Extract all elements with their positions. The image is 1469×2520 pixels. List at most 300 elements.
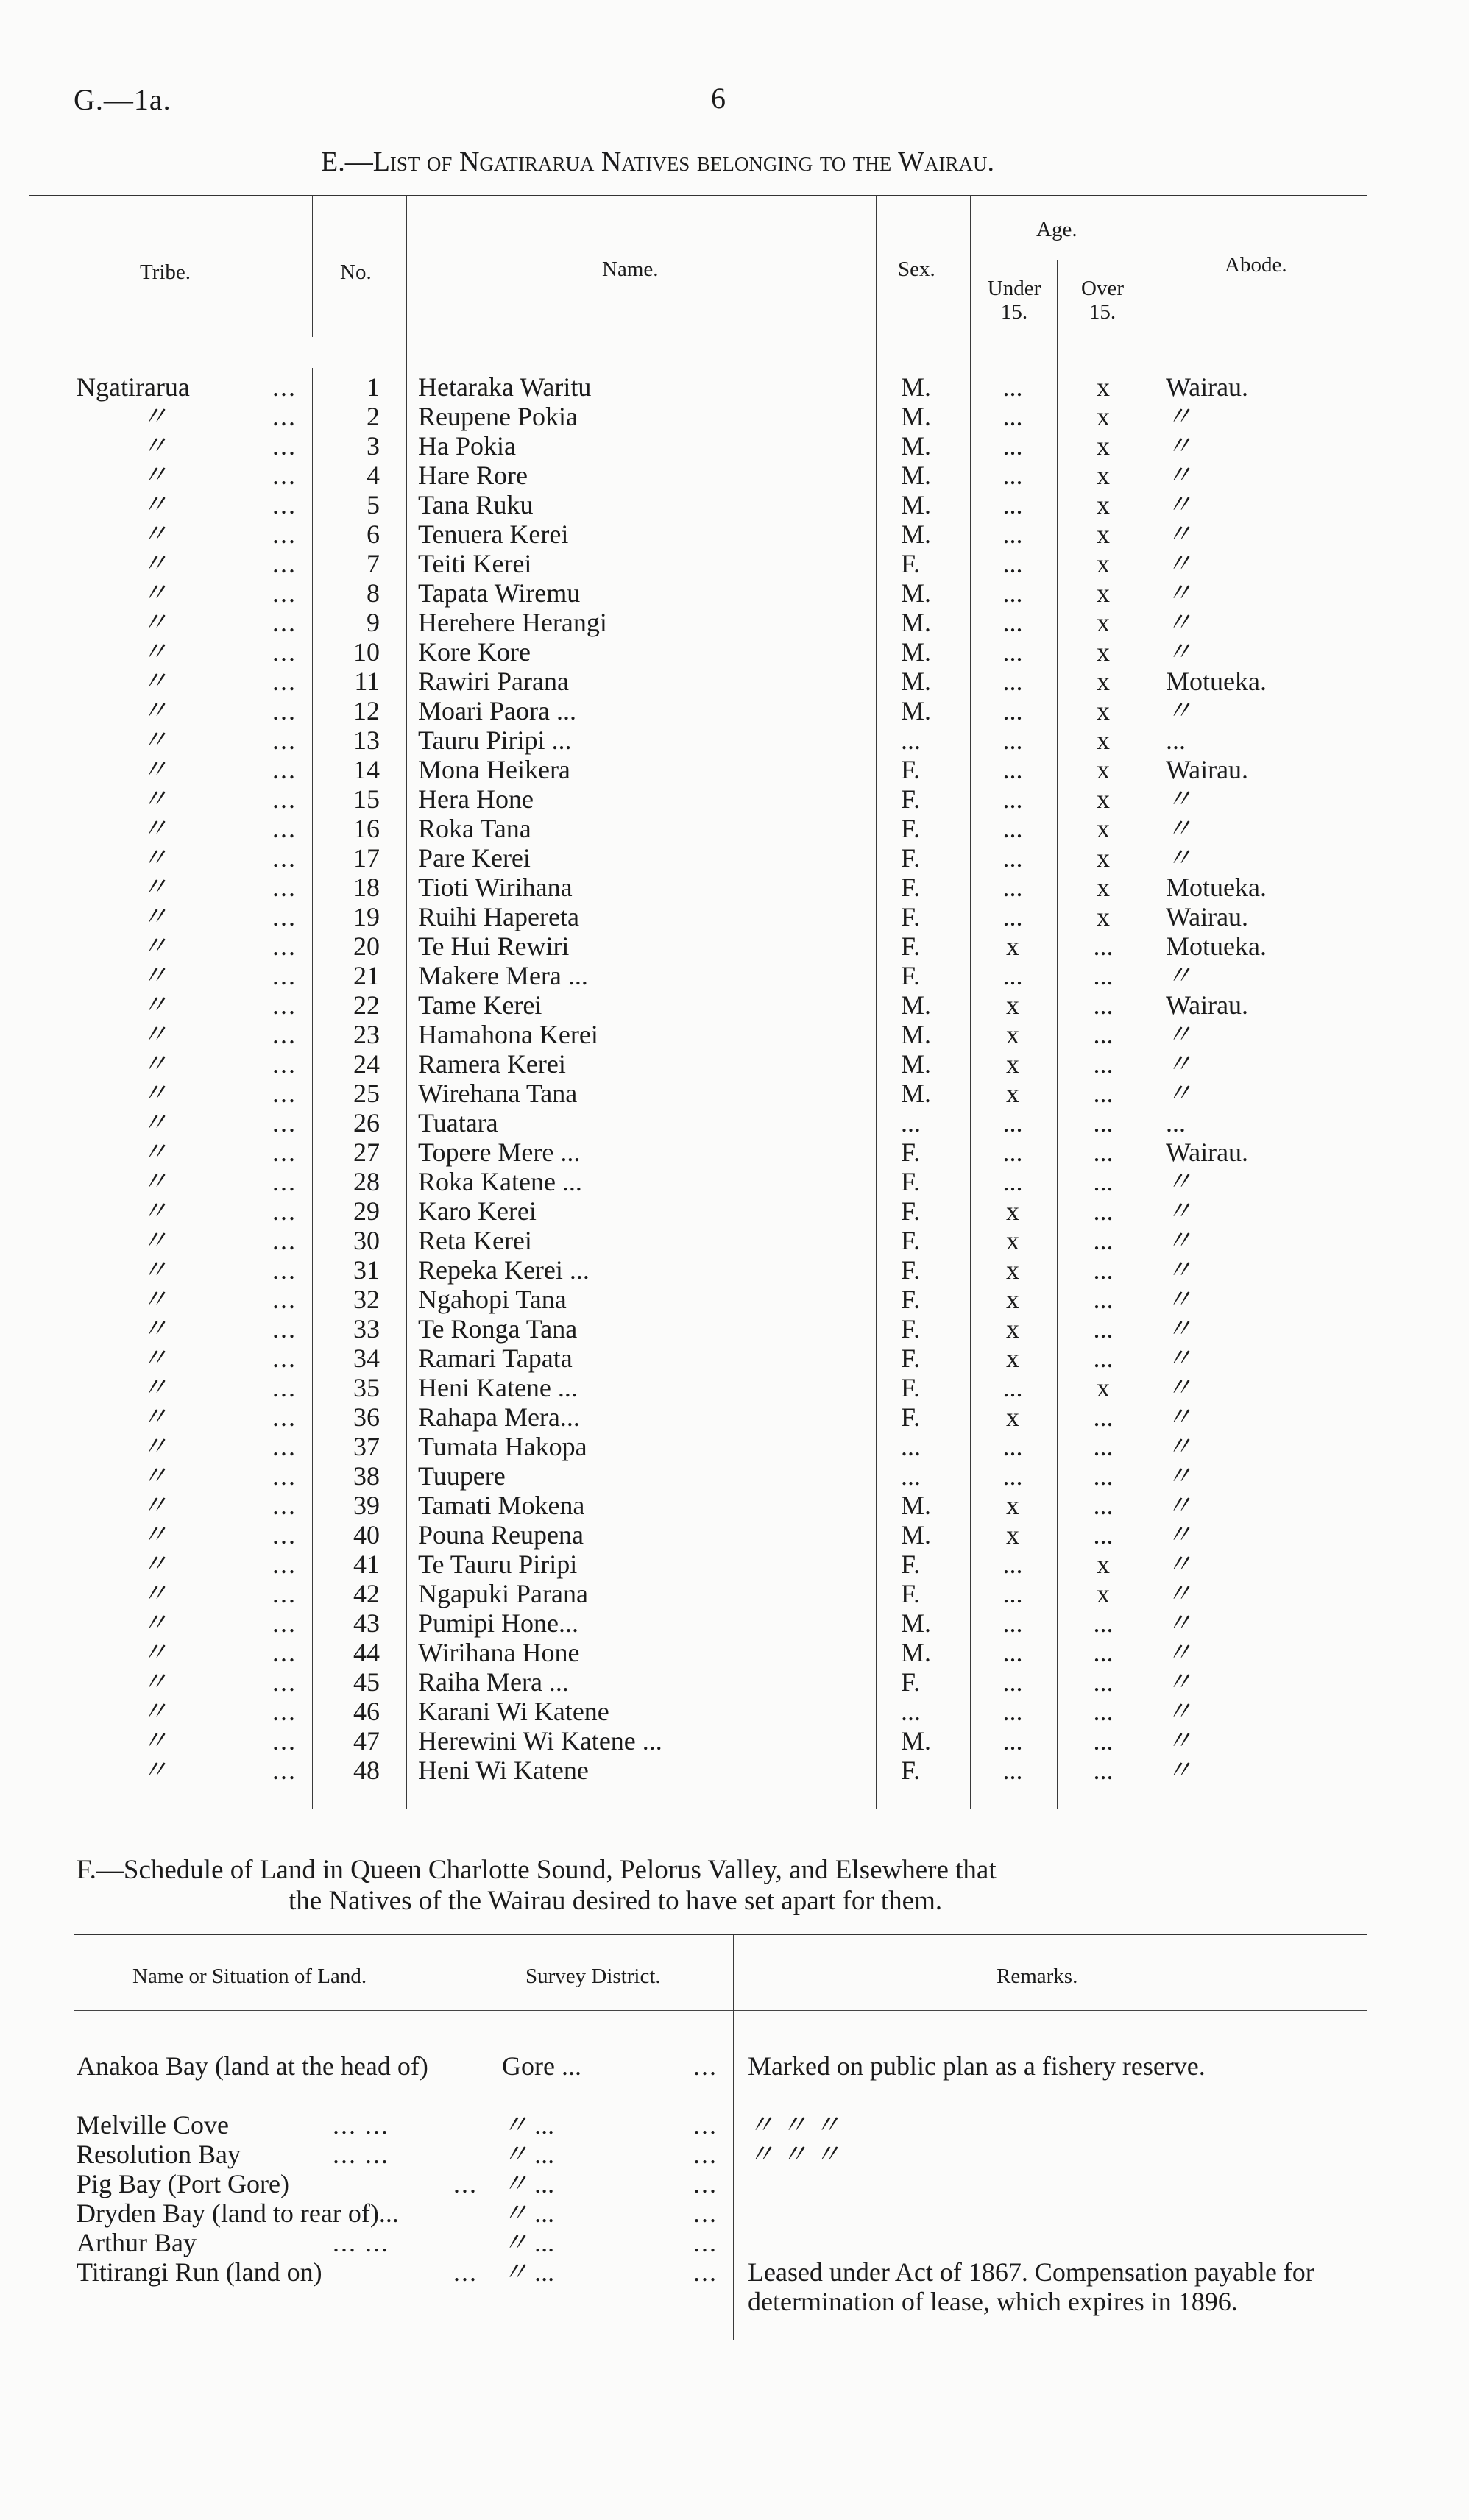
table-row [0,843,1469,873]
sex-cell: F. [901,1550,921,1579]
number-cell: 26 [353,1108,380,1137]
under-15-cell: x [1006,1049,1019,1079]
over-15-cell: x [1097,1579,1110,1608]
table-row [0,1020,1469,1049]
land-name-cell: Pig Bay (Port Gore) [77,2169,289,2198]
sex-cell: M. [901,402,932,431]
name-cell: Hare Rore [418,461,528,490]
abode-cell: 〃 [1166,1520,1193,1550]
abode-cell: 〃 [1166,1461,1193,1491]
sex-cell: M. [901,667,932,696]
abode-cell: 〃 [1166,431,1193,461]
over-15-cell: x [1097,1373,1110,1402]
sex-cell: F. [901,931,921,961]
tribe-cell: 〃 [141,1373,169,1402]
survey-district-cell: 〃 ... [502,2140,556,2169]
sex-cell: M. [901,1726,932,1756]
table-f-top-rule [74,1934,1367,1935]
sex-cell: F. [901,961,921,990]
over-15-cell: x [1097,843,1110,873]
number-cell: 2 [367,402,380,431]
table-row [0,1608,1469,1638]
number-cell: 5 [367,490,380,519]
leader-dots: ... [272,1344,297,1373]
survey-district-cell: 〃 ... [502,2198,556,2228]
over-15-cell: ... [1093,1432,1114,1461]
abode-cell: 〃 [1166,1667,1193,1697]
number-cell: 23 [353,1020,380,1049]
over-15-cell: ... [1093,1137,1114,1167]
sex-cell: M. [901,578,932,608]
land-name-cell: Arthur Bay [77,2228,197,2257]
tribe-cell: 〃 [141,1667,169,1697]
tribe-cell: 〃 [141,1726,169,1756]
abode-cell: Motueka. [1166,931,1267,961]
abode-cell: 〃 [1166,402,1193,431]
name-cell: Topere Mere ... [418,1137,581,1167]
name-cell: Karani Wi Katene [418,1697,609,1726]
tribe-cell: 〃 [141,1520,169,1550]
tribe-cell: 〃 [141,814,169,843]
name-cell: Tana Ruku [418,490,534,519]
over-15-cell: ... [1093,1167,1114,1196]
table-row [0,461,1469,490]
table-row [0,755,1469,784]
number-cell: 7 [367,549,380,578]
sex-cell: M. [901,1079,932,1108]
under-15-cell: ... [1002,490,1023,519]
name-cell: Tamati Mokena [418,1491,585,1520]
tribe-cell: 〃 [141,637,169,667]
tribe-cell: 〃 [141,461,169,490]
number-cell: 27 [353,1137,380,1167]
leader-dots: ... [272,1638,297,1667]
under-15-cell: x [1006,1020,1019,1049]
table-row [0,519,1469,549]
over-15-cell: x [1097,755,1110,784]
sex-cell: F. [901,1579,921,1608]
under-15-cell: ... [1002,1167,1023,1196]
under-15-cell: ... [1002,843,1023,873]
tribe-cell: 〃 [141,519,169,549]
schedule-f-title-line1: F.—Schedule of Land in Queen Charlotte Sound, Pelorus Valley, and Elsewhere that [77,1855,997,1885]
table-row [0,696,1469,725]
over-15-cell: x [1097,1550,1110,1579]
number-cell: 11 [354,667,380,696]
under-15-cell: ... [1002,1461,1023,1491]
abode-cell: 〃 [1166,1196,1193,1226]
leader-dots: ... [693,2140,718,2169]
number-cell: 40 [353,1520,380,1550]
name-cell: Tame Kerei [418,990,542,1020]
name-cell: Wirehana Tana [418,1079,578,1108]
name-cell: Tauru Piripi ... [418,725,572,755]
survey-district-cell: 〃 ... [502,2110,556,2140]
name-cell: Roka Katene ... [418,1167,582,1196]
sex-cell: M. [901,461,932,490]
header-remarks: Remarks. [997,1964,1078,1988]
leader-dots: ... [272,931,297,961]
abode-cell: 〃 [1166,1432,1193,1461]
leader-dots: ... [272,696,297,725]
leader-dots: ... [272,1550,297,1579]
over-15-cell: x [1097,873,1110,902]
land-name-cell: Melville Cove [77,2110,229,2140]
leader-dots: ... [272,1108,297,1137]
name-cell: Pare Kerei [418,843,531,873]
over-15-cell: ... [1093,1697,1114,1726]
table-e-col-divider [312,195,313,337]
leader-dots: ... [272,961,297,990]
leader-dots: ... [272,1167,297,1196]
remarks-cell: Leased under Act of 1867. Compensation payable for determination of lease, which expires in 1896. [748,2257,1314,2316]
leader-dots: ... ... [333,2140,389,2169]
under-15-cell: ... [1002,1638,1023,1667]
over-15-cell: x [1097,372,1110,402]
under-15-cell: x [1006,1226,1019,1255]
tribe-cell: 〃 [141,696,169,725]
over-15-cell: ... [1093,1226,1114,1255]
abode-cell: 〃 [1166,608,1193,637]
table-row [0,1520,1469,1550]
abode-cell: 〃 [1166,578,1193,608]
under-15-cell: ... [1002,1550,1023,1579]
leader-dots: ... [272,1697,297,1726]
tribe-cell: 〃 [141,1137,169,1167]
sex-cell: F. [901,1167,921,1196]
under-15-cell: ... [1002,608,1023,637]
sex-cell: F. [901,814,921,843]
sex-cell: F. [901,784,921,814]
number-cell: 17 [353,843,380,873]
leader-dots: ... [272,519,297,549]
tribe-cell: 〃 [141,1226,169,1255]
table-row [0,961,1469,990]
table-row [0,814,1469,843]
tribe-cell: 〃 [141,578,169,608]
sex-cell: M. [901,490,932,519]
table-row [0,1373,1469,1402]
table-row [0,1726,1469,1756]
name-cell: Te Tauru Piripi [418,1550,578,1579]
tribe-cell: 〃 [141,1196,169,1226]
abode-cell: 〃 [1166,1491,1193,1520]
leader-dots: ... [272,1461,297,1491]
abode-cell: 〃 [1166,461,1193,490]
leader-dots: ... [272,784,297,814]
tribe-cell: 〃 [141,1491,169,1520]
name-cell: Tioti Wirihana [418,873,573,902]
leader-dots: ... [693,2051,718,2081]
leader-dots: ... [272,990,297,1020]
over-15-cell: ... [1093,1255,1114,1285]
under-15-cell: ... [1002,637,1023,667]
leader-dots: ... [272,1049,297,1079]
tribe-cell: 〃 [141,931,169,961]
under-15-cell: ... [1002,873,1023,902]
leader-dots: ... [272,1491,297,1520]
sex-cell: F. [901,1344,921,1373]
abode-cell: Wairau. [1166,372,1249,402]
header-sex: Sex. [898,258,935,281]
sex-cell: F. [901,549,921,578]
table-row [0,725,1469,755]
table-row [0,1638,1469,1667]
over-15-cell: x [1097,402,1110,431]
table-row [0,667,1469,696]
over-15-cell: x [1097,784,1110,814]
table-row [0,1108,1469,1137]
over-15-cell: ... [1093,1520,1114,1550]
table-row [0,578,1469,608]
tribe-cell: 〃 [141,1550,169,1579]
number-cell: 33 [353,1314,380,1344]
over-15-cell: ... [1093,1461,1114,1491]
under-15-cell: x [1006,1079,1019,1108]
name-cell: Tenuera Kerei [418,519,569,549]
number-cell: 30 [353,1226,380,1255]
survey-district-cell: Gore ... [502,2051,581,2081]
over-15-cell: ... [1093,1049,1114,1079]
land-name-cell: Resolution Bay [77,2140,241,2169]
survey-district-cell: 〃 ... [502,2169,556,2198]
tribe-cell: 〃 [141,961,169,990]
sex-cell: M. [901,696,932,725]
sex-cell: M. [901,608,932,637]
leader-dots: ... [272,725,297,755]
leader-dots: ... ... [333,2110,389,2140]
under-15-cell: ... [1002,1608,1023,1638]
header-tribe: Tribe. [140,260,191,284]
sex-cell: M. [901,1520,932,1550]
number-cell: 18 [353,873,380,902]
under-15-cell: x [1006,931,1019,961]
leader-dots: ... [272,843,297,873]
tribe-cell: 〃 [141,1255,169,1285]
land-name-cell: Dryden Bay (land to rear of)... [77,2198,399,2228]
leader-dots: ... [272,1314,297,1344]
number-cell: 41 [353,1550,380,1579]
tribe-cell: 〃 [141,1049,169,1079]
number-cell: 20 [353,931,380,961]
leader-dots: ... [272,402,297,431]
tribe-cell: 〃 [141,667,169,696]
name-cell: Mona Heikera [418,755,570,784]
leader-dots: ... [272,1520,297,1550]
sex-cell: M. [901,990,932,1020]
leader-dots: ... [693,2198,718,2228]
number-cell: 6 [367,519,380,549]
table-row [0,372,1469,402]
abode-cell: 〃 [1166,1255,1193,1285]
tribe-cell: 〃 [141,549,169,578]
table-row [0,1667,1469,1697]
over-15-cell: ... [1093,1108,1114,1137]
survey-district-cell: 〃 ... [502,2257,556,2287]
name-cell: Hera Hone [418,784,534,814]
tribe-cell: Ngatirarua [77,372,190,402]
abode-cell: 〃 [1166,1697,1193,1726]
table-row [0,490,1469,519]
number-cell: 3 [367,431,380,461]
abode-cell: 〃 [1166,1314,1193,1344]
tribe-cell: 〃 [141,784,169,814]
leader-dots: ... [693,2110,718,2140]
sex-cell: F. [901,902,921,931]
name-cell: Heni Wi Katene [418,1756,589,1785]
sex-cell: F. [901,1667,921,1697]
under-15-cell: ... [1002,784,1023,814]
abode-cell: 〃 [1166,1049,1193,1079]
under-15-cell: x [1006,1255,1019,1285]
abode-cell: 〃 [1166,1344,1193,1373]
header-over-15: Over 15. [1081,277,1124,324]
name-cell: Repeka Kerei ... [418,1255,590,1285]
name-cell: Karo Kerei [418,1196,537,1226]
sex-cell: F. [901,1285,921,1314]
over-15-cell: x [1097,431,1110,461]
abode-cell: Motueka. [1166,667,1267,696]
tribe-cell: 〃 [141,1461,169,1491]
under-15-cell: ... [1002,961,1023,990]
name-cell: Ngapuki Parana [418,1579,588,1608]
abode-cell: ... [1166,725,1186,755]
number-cell: 42 [353,1579,380,1608]
tribe-cell: 〃 [141,1697,169,1726]
over-15-cell: ... [1093,961,1114,990]
table-row [0,1402,1469,1432]
leader-dots: ... [272,637,297,667]
number-cell: 48 [353,1756,380,1785]
sex-cell: M. [901,519,932,549]
under-15-cell: ... [1002,431,1023,461]
number-cell: 38 [353,1461,380,1491]
name-cell: Ramera Kerei [418,1049,566,1079]
leader-dots: ... ... [333,2228,389,2257]
sex-cell: M. [901,1491,932,1520]
table-row [0,1461,1469,1491]
under-15-cell: ... [1002,1137,1023,1167]
over-15-cell: x [1097,461,1110,490]
abode-cell: 〃 [1166,1726,1193,1756]
land-name-cell: Titirangi Run (land on) [77,2257,322,2287]
leader-dots: ... [693,2169,718,2198]
name-cell: Te Hui Rewiri [418,931,570,961]
leader-dots: ... [272,461,297,490]
tribe-cell: 〃 [141,725,169,755]
table-row [0,1137,1469,1167]
name-cell: Ha Pokia [418,431,516,461]
table-row [0,1226,1469,1255]
number-cell: 37 [353,1432,380,1461]
tribe-cell: 〃 [141,608,169,637]
table-row [0,1196,1469,1226]
leader-dots: ... [272,549,297,578]
header-no: No. [340,260,372,284]
number-cell: 44 [353,1638,380,1667]
abode-cell: Wairau. [1166,902,1249,931]
table-row [0,1079,1469,1108]
sex-cell: ... [901,725,921,755]
remarks-cell: 〃 〃 〃 [748,2140,841,2169]
tribe-cell: 〃 [141,431,169,461]
leader-dots: ... [272,1196,297,1226]
sex-cell: ... [901,1697,921,1726]
number-cell: 31 [353,1255,380,1285]
over-15-cell: ... [1093,1726,1114,1756]
number-cell: 43 [353,1608,380,1638]
name-cell: Ruihi Hapereta [418,902,579,931]
over-15-cell: ... [1093,931,1114,961]
table-row [0,637,1469,667]
number-cell: 14 [353,755,380,784]
sex-cell: M. [901,637,932,667]
number-cell: 34 [353,1344,380,1373]
table-row [0,1344,1469,1373]
under-15-cell: ... [1002,578,1023,608]
name-cell: Wirihana Hone [418,1638,580,1667]
over-15-cell: ... [1093,1667,1114,1697]
leader-dots: ... [272,1726,297,1756]
abode-cell: 〃 [1166,961,1193,990]
table-row [0,931,1469,961]
table-row [0,1579,1469,1608]
table-row [0,1314,1469,1344]
name-cell: Tapata Wiremu [418,578,581,608]
over-15-cell: ... [1093,1608,1114,1638]
number-cell: 32 [353,1285,380,1314]
header-name: Name. [602,258,659,281]
leader-dots: ... [272,873,297,902]
under-15-cell: x [1006,1314,1019,1344]
over-15-cell: ... [1093,1344,1114,1373]
leader-dots: ... [272,667,297,696]
leader-dots: ... [272,431,297,461]
sex-cell: M. [901,1608,932,1638]
name-cell: Raiha Mera ... [418,1667,569,1697]
under-15-cell: ... [1002,755,1023,784]
tribe-cell: 〃 [141,1167,169,1196]
table-row [0,873,1469,902]
leader-dots: ... [272,608,297,637]
leader-dots: ... [272,1079,297,1108]
number-cell: 19 [353,902,380,931]
table-row [0,608,1469,637]
under-15-cell: ... [1002,725,1023,755]
name-cell: Reta Kerei [418,1226,532,1255]
sex-cell: M. [901,1020,932,1049]
table-row [0,1491,1469,1520]
leader-dots: ... [272,1226,297,1255]
tribe-cell: 〃 [141,1608,169,1638]
leader-dots: ... [272,814,297,843]
table-row [0,1255,1469,1285]
leader-dots: ... [453,2169,478,2198]
abode-cell: 〃 [1166,1402,1193,1432]
abode-cell: 〃 [1166,1638,1193,1667]
sex-cell: M. [901,372,932,402]
abode-cell: 〃 [1166,1550,1193,1579]
name-cell: Rawiri Parana [418,667,569,696]
land-name-cell: Anakoa Bay (land at the head of) [77,2051,428,2081]
over-15-cell: ... [1093,1314,1114,1344]
over-15-cell: x [1097,814,1110,843]
under-15-cell: ... [1002,696,1023,725]
abode-cell: 〃 [1166,490,1193,519]
abode-cell: 〃 [1166,784,1193,814]
table-e-top-rule [29,195,1367,196]
name-cell: Ngahopi Tana [418,1285,567,1314]
